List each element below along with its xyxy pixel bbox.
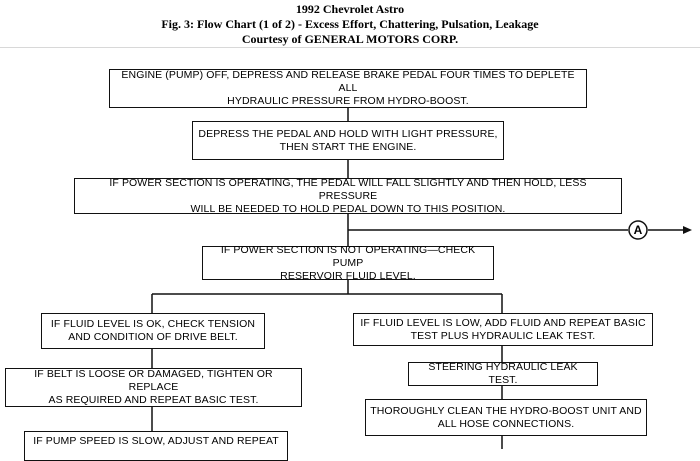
- header-vehicle: 1992 Chevrolet Astro: [295, 2, 405, 16]
- step-steering-leak-test: STEERING HYDRAULIC LEAK TEST.: [408, 362, 598, 386]
- connector-a-arrowhead: [683, 226, 692, 234]
- step-deplete-pressure: ENGINE (PUMP) OFF, DEPRESS AND RELEASE BRAKE PEDAL FOUR TIMES TO DEPLETE ALL HYDRAULIC PRESSURE FROM HYDRO-BOOST.: [109, 69, 587, 108]
- step-clean-hydro-boost: THOROUGHLY CLEAN THE HYDRO-BOOST UNIT AND ALL HOSE CONNECTIONS.: [365, 399, 647, 436]
- step-fluid-level-ok: IF FLUID LEVEL IS OK, CHECK TENSION AND CONDITION OF DRIVE BELT.: [41, 313, 265, 349]
- step-belt-loose-damaged: IF BELT IS LOOSE OR DAMAGED, TIGHTEN OR REPLACE AS REQUIRED AND REPEAT BASIC TEST.: [5, 368, 302, 407]
- step-depress-pedal-start-engine: DEPRESS THE PEDAL AND HOLD WITH LIGHT PRESSURE, THEN START THE ENGINE.: [192, 121, 504, 160]
- step-pump-speed-slow: IF PUMP SPEED IS SLOW, ADJUST AND REPEAT: [24, 431, 288, 461]
- header-courtesy: Courtesy of GENERAL MOTORS CORP.: [241, 32, 459, 46]
- step-power-section-not-operating: IF POWER SECTION IS NOT OPERATING—CHECK PUMP RESERVOIR FLUID LEVEL.: [202, 246, 494, 280]
- step-power-section-operating: IF POWER SECTION IS OPERATING, THE PEDAL WILL FALL SLIGHTLY AND THEN HOLD, LESS PRESSURE WILL BE NEEDED TO HOLD PEDAL DOWN TO THIS POSITION.: [74, 178, 622, 214]
- connector-a-label: A: [633, 223, 643, 237]
- step-fluid-level-low: IF FLUID LEVEL IS LOW, ADD FLUID AND REPEAT BASIC TEST PLUS HYDRAULIC LEAK TEST.: [353, 313, 653, 346]
- header-figure-title: Fig. 3: Flow Chart (1 of 2) - Excess Effort, Chattering, Pulsation, Leakage: [161, 17, 539, 31]
